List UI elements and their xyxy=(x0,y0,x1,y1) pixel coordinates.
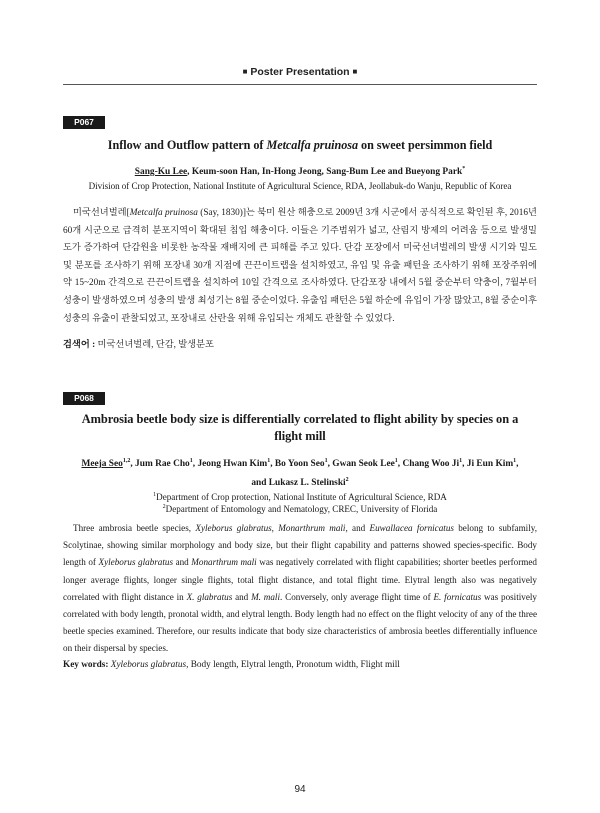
author-affiliation-number: 2 xyxy=(345,477,349,484)
author-separator: , xyxy=(397,459,403,470)
author-name: Jum Rae Cho xyxy=(135,459,190,470)
affiliation-text: Department of Crop protection, National Institute of Agricultural Science, RDA xyxy=(156,492,447,503)
author-separator: , xyxy=(462,459,467,470)
keywords xyxy=(63,657,537,673)
abstract-species: Xyleborus glabratus xyxy=(98,557,174,568)
author-separator: , xyxy=(327,459,333,470)
author-name: Bo Yoon Seo xyxy=(274,459,325,470)
author-separator: , xyxy=(192,459,198,470)
affiliation xyxy=(63,501,537,515)
abstract-text: was positively correlated with body length, pronotal width, and elytral length. Body length had no effect on the flight velocity of any of the three beetle species examined. Therefore, our results indicate that body size characteristics of ambrosia beetles differentially influence on their dispersal by species. xyxy=(63,591,537,654)
affiliation-number: 2 xyxy=(162,504,166,510)
keywords-species: Xyleborus glabratus xyxy=(110,660,187,670)
author-separator: , xyxy=(516,459,519,470)
author-affiliation-number: 1 xyxy=(324,458,328,464)
affiliation: Division of Crop Protection, National Institute of Agricultural Science, RDA, Jeollabuk-do Wanju, Republic of Korea xyxy=(88,181,512,191)
abstract-species: M. mali xyxy=(251,591,281,602)
author-names: , Keum-soon Han, In-Hong Jeong, Sang-Bum Lee and Bueyong Park xyxy=(187,167,463,178)
author-separator: , xyxy=(130,459,136,470)
author-conjunction: and xyxy=(251,478,269,489)
square-bullet-icon: ■ xyxy=(352,67,358,76)
author-name: Lukasz L. Stelinski xyxy=(268,478,346,489)
abstract-text: 미국선녀벌레[ xyxy=(73,208,130,218)
presenting-author: Meeja Seo xyxy=(81,459,123,470)
corresponding-mark: * xyxy=(462,166,466,172)
title-species: Metcalfa pruinosa xyxy=(266,138,359,152)
section-header xyxy=(63,66,537,78)
abstract-text: . Conversely, only average flight time of xyxy=(280,591,434,602)
author-affiliation-number: 1 xyxy=(394,458,398,464)
keywords-label: 검색어 : xyxy=(63,340,96,350)
poster-title: Ambrosia beetle body size is differentially correlated to flight ability by species on a flight mill xyxy=(81,412,519,443)
author-affiliation-number: 1,2 xyxy=(122,458,131,464)
square-bullet-icon: ■ xyxy=(242,67,248,76)
abstract-species: E. fornicatus xyxy=(433,591,482,602)
author-list xyxy=(70,161,530,180)
abstract-species: Xyleborus glabratus, Monarthrum mali, xyxy=(195,523,348,533)
keywords xyxy=(63,337,537,353)
poster-id-badge: P067 xyxy=(63,116,105,129)
author-name: Ji Eun Kim xyxy=(466,459,514,470)
abstract-text: was negatively correlated with flight capabilities; shorter beetles performed longer average flights, longer single flights, total flight distance, and total flight time. Elytral length also was negatively correlated with flight distance in xyxy=(63,557,537,602)
author-affiliation-number: 1 xyxy=(267,458,271,464)
affiliation-number: 1 xyxy=(153,492,157,498)
author-affiliation-number: 1 xyxy=(459,458,463,464)
abstract-species: X. glabratus xyxy=(186,591,233,602)
keywords-text: 미국선녀벌레, 단감, 발생분포 xyxy=(95,340,214,350)
poster-id-badge: P068 xyxy=(63,392,105,405)
abstract-species: Metcalfa pruinosa xyxy=(129,208,198,218)
page-number: 94 xyxy=(294,784,306,795)
author-name: Jeong Hwan Kim xyxy=(197,459,268,470)
abstract xyxy=(63,520,537,658)
abstract xyxy=(63,205,537,328)
author-name: Chang Woo Ji xyxy=(402,459,460,470)
title-text: on sweet persimmon field xyxy=(358,138,493,152)
abstract-species: Euwallacea fornicatus xyxy=(369,523,454,533)
author-name: Gwan Seok Lee xyxy=(332,459,395,470)
abstract-text: and xyxy=(173,557,192,568)
poster-title xyxy=(70,137,530,153)
author-separator: , xyxy=(270,459,275,470)
author-list xyxy=(70,453,530,491)
keywords-text: , Body length, Elytral length, Pronotum width, Flight mill xyxy=(186,660,400,670)
abstract-text: and xyxy=(232,591,252,602)
abstract-text: belong to subfamily, Scolytinae, showing similar morphology and body size, but their flight capability and patterns showed species-specific. Body length of xyxy=(63,523,537,568)
abstract-text: Three ambrosia beetle species, xyxy=(73,523,196,533)
author-affiliation-number: 1 xyxy=(189,458,193,464)
section-header-label: Poster Presentation xyxy=(250,66,350,78)
header-divider xyxy=(63,84,537,85)
abstract-species: Monarthrum mali xyxy=(191,557,257,568)
author-affiliation-number: 1 xyxy=(513,458,517,464)
presenting-author: Sang-Ku Lee xyxy=(134,167,188,178)
abstract-text: (Say, 1830)]는 북미 원산 해충으로 2009년 3개 시군에서 공식적으로 확인된 후, 2016년 60개 시군으로 급격히 분포지역이 확대된 침입 해충이다. 이들은 기주범위가 넓고, 산림지 방제의 어려움 등으로 발생밀도가 증가하여 단감원을 비롯한 농작물 재배지에 큰 피해를 주고 있다. 단감 포장에서 미국선녀벌레의 발생 시기와 밀도 및 분포를 조사하기 위해 포장내 30개 지점에 끈끈이트랩을 설치하였고, 유입 및 유출 패턴을 조사하기 위해 포장주위에 약 15~20m 간격으로 끈끈이트랩을 설치하여 10일 간격으로 조사하였다. 단감포장 내에서 5월 중순부터 약충이, 7월부터 성충이 발생하였으며 성충의 발생 최성기는 8월 중순이었다. 유출입 패턴은 5월 하순에 유입이 가장 많았고, 8월 중순이후 성충의 유출이 관찰되었고, 포장내로 산란을 위해 유입되는 개체도 관찰할 수 있었다. xyxy=(63,208,537,324)
keywords-label: Key words: xyxy=(63,660,109,670)
abstract-text: and xyxy=(347,523,370,533)
affiliation-text: Department of Entomology and Nematology, CREC, University of Florida xyxy=(165,504,438,515)
title-text: Inflow and Outflow pattern of xyxy=(107,138,267,152)
